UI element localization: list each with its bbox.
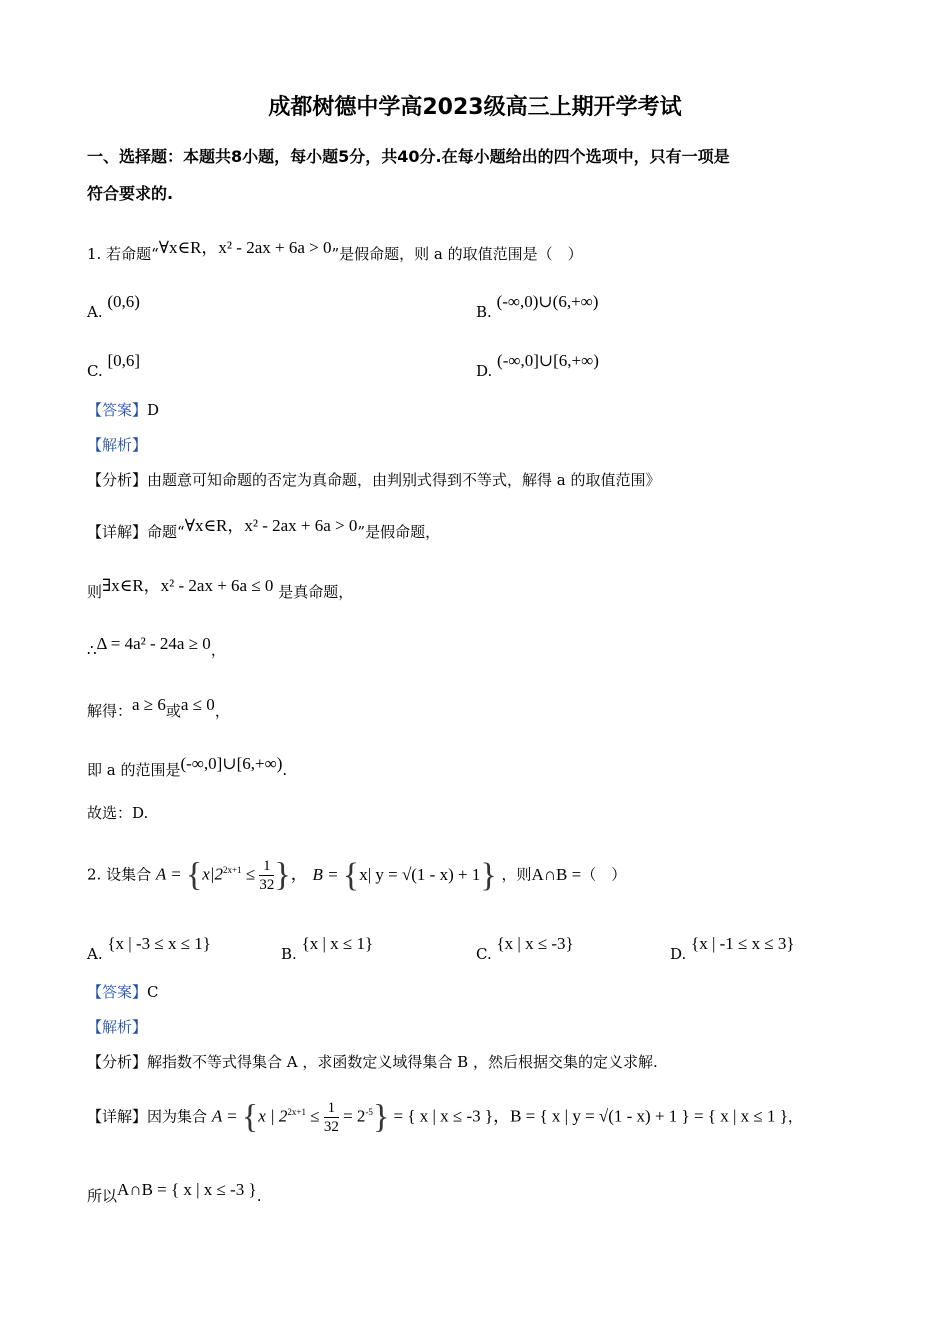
q1-stem-math: ∀x∈R，x² - 2ax + 6a > 0 [158,238,332,257]
q1-answer-tag: 【答案】 [87,401,148,419]
q2-stem: 2. 设集合 $A = \{x|2^{2x+1}$ ≤ $\frac{1}{32}$ }， B = {x| y = √(1 - x) + 1} ，则A∩B =（ ） [87,848,626,892]
page-title: 成都树德中学高2023级高三上期开学考试 [268,95,682,120]
q2-answer-tag: 【答案】 [87,983,148,1001]
q1-solve: 解得：a ≥ 6或a ≤ 0， [87,695,230,720]
q2-fenxi [87,1052,658,1072]
q2-option-b-math: {x | x ≤ 1} [301,934,374,953]
q2-option-d: D. {x | -1 ≤ x ≤ 3} [670,934,795,963]
q1-option-b: B. (-∞,0)∪(6,+∞) [476,292,599,321]
q1-option-c: C. [0,6] [87,351,141,380]
q2-fraction: $\frac{1}{32}$ [259,858,275,894]
q1-fenxi-tag: 【分析】 [87,471,148,489]
q2-set-b: B = {x| y = √(1 - x) + 1} [312,856,497,894]
q2-option-a-math: {x | -3 ≤ x ≤ 1} [107,934,211,953]
q2-prefix: 2. 设集合 [87,865,152,884]
q1-solve-math1: a ≥ 6 [132,695,166,714]
q1-range: 即 a 的范围是(-∞,0]∪[6,+∞). [87,754,288,779]
q1-stem [87,238,583,264]
q2-detail-tag: 【详解】 [87,1107,148,1126]
q2-option-d-math: {x | -1 ≤ x ≤ 3} [691,934,795,953]
q1-fenxi-text: 由题意可知命题的否定为真命题，由判别式得到不等式，解得 a 的取值范围》 [147,471,661,489]
q1-option-d-math: (-∞,0]∪[6,+∞) [497,351,599,370]
q2-option-a: A. {x | -3 ≤ x ≤ 1} [87,934,211,963]
q1-prefix: 1. 若命题“ [87,245,159,263]
q1-answer [87,400,159,420]
q1-detail: 【详解】命题“∀x∈R，x² - 2ax + 6a > 0”是假命题， [87,516,441,541]
q2-option-c: C. {x | x ≤ -3} [476,934,574,963]
q2-fenxi-tag: 【分析】 [87,1053,148,1071]
q2-detail-math: A = {x | $2^{2x+1}$ ≤ $\frac{1}{32}$ = $2^{-5}$} = { x | x ≤ -3 }，B = { x | y = √(1 - x) + 1 } = { x | x ≤ 1 } [211,1098,788,1136]
q2-answer [87,982,159,1002]
q1-then: 则∃x∈R，x² - 2ax + 6a ≤ 0 是真命题， [87,576,354,601]
section-heading-line1: 一、选择题：本题共8小题，每小题5分，共40分.在每小题给出的四个选项中，只有一项是 [87,147,730,166]
q1-suffix: ”是假命题，则 a 的取值范围是（ ） [331,245,583,263]
q1-solve-math2: a ≤ 0 [180,695,215,714]
q1-detail-math: ∀x∈R，x² - 2ax + 6a > 0 [184,516,358,535]
q1-option-c-math: [0,6] [107,351,141,370]
q1-then-math: ∃x∈R，x² - 2ax + 6a ≤ 0 [102,576,274,595]
q2-set-a: $A = \{x|2^{2x+1}$ ≤ $\frac{1}{32}$ }， [155,856,308,894]
q2-detail: 【详解】因为集合 A = {x | $2^{2x+1}$ ≤ $\frac{1}{32}$ = $2^{-5}$} = { x | x ≤ -3 }，B = { x | y = √(1 - x) + 1 } = { x | x ≤ 1 }， [87,1090,803,1134]
q2-fenxi-text: 解指数不等式得集合 A ，求函数定义域得集合 B ，然后根据交集的定义求解. [147,1053,658,1071]
q2-so: 所以A∩B = { x | x ≤ -3 }. [87,1180,262,1205]
q1-analysis-tag: 【解析】 [87,436,148,454]
q2-option-b: B. {x | x ≤ 1} [281,934,374,963]
q1-delta: ∴Δ = 4a² - 24a ≥ 0， [87,634,226,659]
q2-analysis-tag: 【解析】 [87,1018,148,1036]
q2-so-math: A∩B = { x | x ≤ -3 } [117,1180,257,1199]
q1-option-a: A. (0,6) [87,292,140,321]
q2-intersect: A∩B = [531,864,582,884]
q2-answer-value: C [147,983,159,1001]
q1-choose: 故选：D. [87,804,149,822]
q1-detail-tag: 【详解】 [87,523,148,541]
q1-fenxi [87,470,661,490]
q1-range-math: (-∞,0]∪[6,+∞) [180,754,283,773]
therefore-symbol: ∴ [87,641,97,659]
q2-option-c-math: {x | x ≤ -3} [496,934,574,953]
section-heading-line2: 符合要求的. [87,184,174,203]
q1-option-a-math: (0,6) [107,292,140,311]
q1-delta-math: Δ = 4a² - 24a ≥ 0 [96,634,211,653]
q1-option-d: D. (-∞,0]∪[6,+∞) [476,351,599,380]
q1-option-b-math: (-∞,0)∪(6,+∞) [496,292,599,311]
q1-answer-value: D [147,401,160,419]
